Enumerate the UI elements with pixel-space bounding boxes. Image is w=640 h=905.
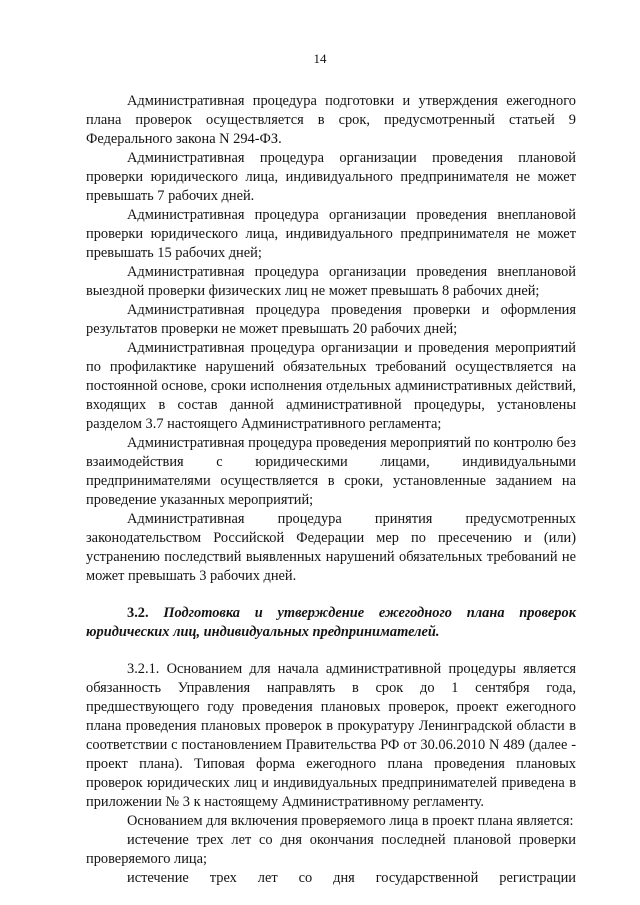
paragraph-three-years-since-last-inspection: истечение трех лет со дня окончания последней плановой проверки проверяемого лица; (86, 832, 576, 867)
section-number: 3.2. (127, 605, 149, 621)
paragraph-annual-plan-term: Административная процедура подготовки и утверждения ежегодного плана проверок осуществляется в срок, предусмотренный статьей 9 Федерального закона N 294-ФЗ. (86, 93, 576, 147)
document-body (86, 92, 576, 888)
paragraph-control-without-interaction-term: Административная процедура проведения мероприятий по контролю без взаимодействия с юридическими лицами, индивидуальными предпринимателями осуществляется в сроки, установленные заданием на проведение указанных мероприятий; (86, 435, 576, 508)
paragraph-unscheduled-field-inspection-term: Административная процедура организации проведения внеплановой выездной проверки физических лиц не может превышать 8 рабочих дней; (86, 264, 576, 299)
section-heading (86, 604, 576, 642)
paragraph-inspection-results-term: Административная процедура проведения проверки и оформления результатов проверки не может превышать 20 рабочих дней; (86, 302, 576, 337)
paragraph-three-years-since-registration: истечение трех лет со дня государственной регистрации (127, 870, 576, 886)
paragraph-inclusion-grounds: Основанием для включения проверяемого лица в проект плана является: (127, 813, 574, 829)
section-title: Подготовка и утверждение ежегодного плана проверок юридических лиц, индивидуальных предпринимателей. (86, 605, 576, 640)
page-number: 14 (313, 51, 327, 66)
paragraph-prevention-measures-term: Административная процедура организации и проведения мероприятий по профилактике нарушений обязательных требований осуществляется на постоянной основе, сроки исполнения отдельных административных действий, входящих в состав данной административной процедуры, установлены разделом 3.7 настоящего Административного регламента; (86, 340, 576, 432)
paragraph-scheduled-inspection-term: Административная процедура организации проведения плановой проверки юридического лица, индивидуального предпринимателя не может превышать 7 рабочих дней. (86, 150, 576, 204)
paragraph-3-2-1: 3.2.1. Основанием для начала административной процедуры является обязанность Управления направлять в срок до 1 сентября года, предшествующего году проведения плановых проверок, проект ежегодного плана проведения плановых проверок в прокуратуру Ленинградской области в соответствии с постановлением Правительства РФ от 30.06.2010 N 489 (далее - проект плана). Типовая форма ежегодного плана проведения плановых проверок юридических лиц и индивидуальных предпринимателей приведена в приложении № 3 к настоящему Административному регламенту. (86, 661, 576, 810)
paragraph-suppression-measures-term: Административная процедура принятия предусмотренных законодательством Российской Федерации мер по пресечению и (или) устранению последствий выявленных нарушений обязательных требований не может превышать 3 рабочих дней. (86, 511, 576, 584)
paragraph-unscheduled-inspection-term: Административная процедура организации проведения внеплановой проверки юридического лица, индивидуального предпринимателя не может превышать 15 рабочих дней; (86, 207, 576, 261)
